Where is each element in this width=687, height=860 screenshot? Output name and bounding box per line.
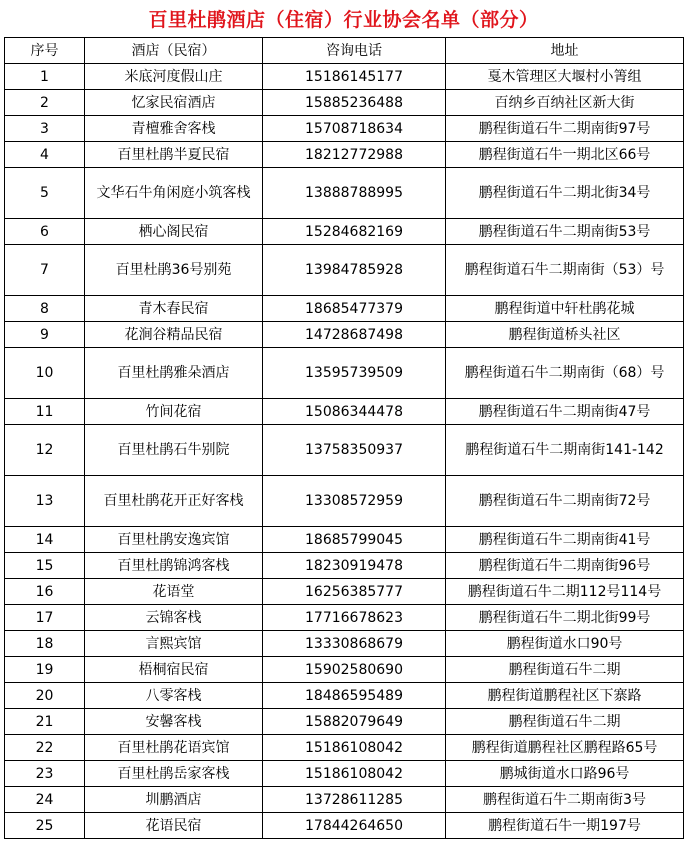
cell-hotel: 言熙宾馆 — [85, 631, 263, 657]
cell-phone: 13888788995 — [263, 168, 446, 219]
cell-address: 鹏城街道水口路96号 — [446, 761, 684, 787]
cell-address: 鹏程街道石牛二期南街97号 — [446, 116, 684, 142]
cell-hotel: 八零客栈 — [85, 683, 263, 709]
cell-no: 5 — [5, 168, 85, 219]
table-row — [5, 553, 684, 579]
cell-phone: 15708718634 — [263, 116, 446, 142]
hotel-list-table — [4, 37, 684, 839]
cell-phone: 18685799045 — [263, 527, 446, 553]
table-row — [5, 683, 684, 709]
cell-no: 3 — [5, 116, 85, 142]
table-row — [5, 399, 684, 425]
table-row — [5, 605, 684, 631]
cell-phone: 13758350937 — [263, 425, 446, 476]
cell-phone: 14728687498 — [263, 322, 446, 348]
cell-address: 鹏程街道石牛二期南街72号 — [446, 476, 684, 527]
cell-address: 鹏程街道石牛二期 — [446, 709, 684, 735]
cell-hotel: 梧桐宿民宿 — [85, 657, 263, 683]
cell-hotel: 百里杜鹃花开正好客栈 — [85, 476, 263, 527]
cell-hotel: 花涧谷精品民宿 — [85, 322, 263, 348]
cell-phone: 18230919478 — [263, 553, 446, 579]
cell-address: 鹏程街道石牛二期 — [446, 657, 684, 683]
table-row — [5, 322, 684, 348]
cell-hotel: 百里杜鹃石牛别院 — [85, 425, 263, 476]
table-row — [5, 348, 684, 399]
table-row — [5, 527, 684, 553]
cell-phone: 13984785928 — [263, 245, 446, 296]
cell-phone: 13308572959 — [263, 476, 446, 527]
cell-no: 2 — [5, 90, 85, 116]
table-row — [5, 735, 684, 761]
cell-no: 23 — [5, 761, 85, 787]
cell-hotel: 百里杜鹃岳家客栈 — [85, 761, 263, 787]
cell-hotel: 百里杜鹃雅朵酒店 — [85, 348, 263, 399]
cell-hotel: 栖心阁民宿 — [85, 219, 263, 245]
cell-no: 7 — [5, 245, 85, 296]
cell-hotel: 文华石牛角闲庭小筑客栈 — [85, 168, 263, 219]
cell-address: 鹏程街道石牛一期北区66号 — [446, 142, 684, 168]
header-hotel: 酒店（民宿） — [85, 38, 263, 64]
table-row — [5, 168, 684, 219]
cell-address: 百纳乡百纳社区新大街 — [446, 90, 684, 116]
cell-no: 11 — [5, 399, 85, 425]
cell-address: 鹏程街道桥头社区 — [446, 322, 684, 348]
cell-phone: 15186145177 — [263, 64, 446, 90]
cell-phone: 16256385777 — [263, 579, 446, 605]
cell-address: 鹏程街道石牛二期南街（53）号 — [446, 245, 684, 296]
cell-phone: 17716678623 — [263, 605, 446, 631]
cell-phone: 17844264650 — [263, 813, 446, 839]
cell-address: 鹏程街道石牛二期南街（68）号 — [446, 348, 684, 399]
cell-hotel: 百里杜鹃半夏民宿 — [85, 142, 263, 168]
cell-hotel: 竹间花宿 — [85, 399, 263, 425]
cell-phone: 15885236488 — [263, 90, 446, 116]
cell-no: 17 — [5, 605, 85, 631]
cell-address: 鹏程街道鹏程社区鹏程路65号 — [446, 735, 684, 761]
header-address: 地址 — [446, 38, 684, 64]
cell-address: 鹏程街道中轩杜鹃花城 — [446, 296, 684, 322]
cell-no: 18 — [5, 631, 85, 657]
table-row — [5, 219, 684, 245]
cell-phone: 13330868679 — [263, 631, 446, 657]
cell-hotel: 安馨客栈 — [85, 709, 263, 735]
cell-address: 鹏程街道石牛二期北街99号 — [446, 605, 684, 631]
cell-phone: 15902580690 — [263, 657, 446, 683]
table-row — [5, 579, 684, 605]
cell-address: 鹏程街道石牛一期197号 — [446, 813, 684, 839]
table-row — [5, 425, 684, 476]
cell-phone: 18486595489 — [263, 683, 446, 709]
cell-hotel: 花语堂 — [85, 579, 263, 605]
cell-address: 鹏程街道石牛二期南街53号 — [446, 219, 684, 245]
table-row — [5, 657, 684, 683]
cell-address: 鹏程街道石牛二期北街34号 — [446, 168, 684, 219]
cell-no: 10 — [5, 348, 85, 399]
cell-no: 20 — [5, 683, 85, 709]
table-row — [5, 761, 684, 787]
cell-hotel: 青木春民宿 — [85, 296, 263, 322]
cell-address: 鹏程街道石牛二期南街47号 — [446, 399, 684, 425]
cell-no: 14 — [5, 527, 85, 553]
cell-no: 21 — [5, 709, 85, 735]
cell-no: 25 — [5, 813, 85, 839]
table-row — [5, 296, 684, 322]
cell-address: 鹏程街道水口90号 — [446, 631, 684, 657]
cell-address: 鹏程街道鹏程社区下寨路 — [446, 683, 684, 709]
cell-no: 19 — [5, 657, 85, 683]
cell-no: 22 — [5, 735, 85, 761]
table-row — [5, 245, 684, 296]
cell-address: 鹏程街道石牛二期南街96号 — [446, 553, 684, 579]
cell-no: 6 — [5, 219, 85, 245]
table-body — [5, 64, 684, 839]
cell-hotel: 百里杜鹃安逸宾馆 — [85, 527, 263, 553]
cell-no: 13 — [5, 476, 85, 527]
cell-no: 16 — [5, 579, 85, 605]
cell-no: 4 — [5, 142, 85, 168]
table-row — [5, 90, 684, 116]
table-row — [5, 476, 684, 527]
cell-no: 12 — [5, 425, 85, 476]
cell-address: 戛木管理区大堰村小箐组 — [446, 64, 684, 90]
table-row — [5, 64, 684, 90]
table-row — [5, 709, 684, 735]
cell-phone: 18685477379 — [263, 296, 446, 322]
cell-address: 鹏程街道石牛二期南街3号 — [446, 787, 684, 813]
cell-phone: 15882079649 — [263, 709, 446, 735]
cell-phone: 15086344478 — [263, 399, 446, 425]
cell-hotel: 忆家民宿酒店 — [85, 90, 263, 116]
cell-phone: 13595739509 — [263, 348, 446, 399]
table-row — [5, 813, 684, 839]
table-header-row — [5, 38, 684, 64]
cell-hotel: 青檀雅舍客栈 — [85, 116, 263, 142]
cell-phone: 15284682169 — [263, 219, 446, 245]
cell-phone: 15186108042 — [263, 761, 446, 787]
table-row — [5, 142, 684, 168]
document-title: 百里杜鹃酒店（住宿）行业协会名单（部分） — [148, 9, 539, 31]
cell-no: 1 — [5, 64, 85, 90]
cell-hotel: 花语民宿 — [85, 813, 263, 839]
cell-address: 鹏程街道石牛二期112号114号 — [446, 579, 684, 605]
cell-address: 鹏程街道石牛二期南街41号 — [446, 527, 684, 553]
cell-address: 鹏程街道石牛二期南街141-142 — [446, 425, 684, 476]
cell-hotel: 百里杜鹃花语宾馆 — [85, 735, 263, 761]
cell-hotel: 圳鹏酒店 — [85, 787, 263, 813]
header-phone: 咨询电话 — [263, 38, 446, 64]
cell-phone: 13728611285 — [263, 787, 446, 813]
cell-hotel: 米底河度假山庄 — [85, 64, 263, 90]
cell-hotel: 百里杜鹃锦鸿客栈 — [85, 553, 263, 579]
cell-phone: 18212772988 — [263, 142, 446, 168]
header-no: 序号 — [5, 38, 85, 64]
cell-no: 8 — [5, 296, 85, 322]
table-row — [5, 787, 684, 813]
table-row — [5, 116, 684, 142]
cell-no: 24 — [5, 787, 85, 813]
cell-no: 9 — [5, 322, 85, 348]
table-row — [5, 631, 684, 657]
cell-hotel: 云锦客栈 — [85, 605, 263, 631]
cell-phone: 15186108042 — [263, 735, 446, 761]
cell-no: 15 — [5, 553, 85, 579]
cell-hotel: 百里杜鹃36号别苑 — [85, 245, 263, 296]
